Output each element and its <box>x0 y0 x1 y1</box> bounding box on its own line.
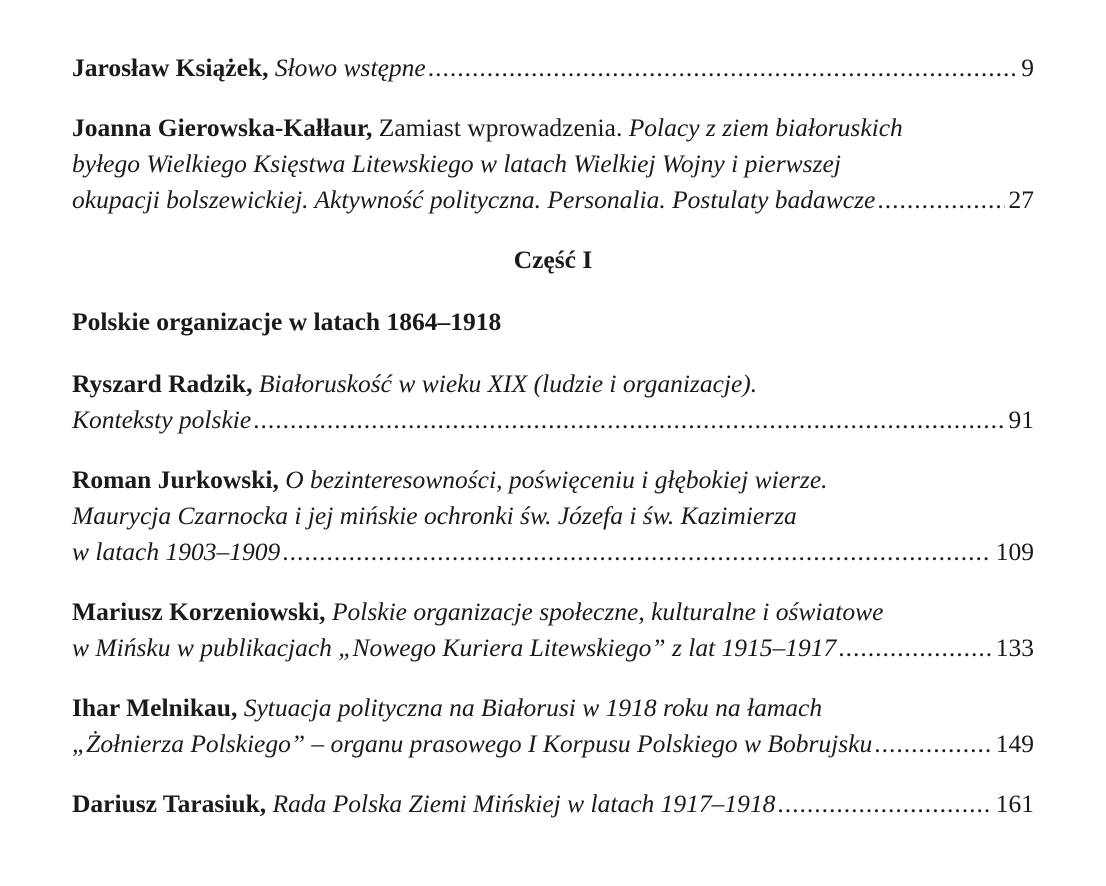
toc-entry-line <box>72 366 1034 402</box>
toc-entry-text <box>72 534 280 570</box>
toc-entry-text <box>72 726 872 762</box>
toc-entry-text <box>72 498 797 534</box>
entry-title-part: w latach 1903–1909 <box>72 537 281 566</box>
toc-entry-line <box>72 462 1034 498</box>
toc-entry-line <box>72 498 1034 534</box>
page-number: 161 <box>995 789 1034 818</box>
dot-leader <box>777 786 991 822</box>
toc-entry <box>72 786 1034 822</box>
entry-title-part: Sytuacja polityczna na Białorusi w 1918 roku na łamach <box>237 693 823 722</box>
dot-leader <box>838 630 991 666</box>
entry-author: Jarosław Książek, <box>72 53 269 82</box>
dot-leader <box>253 402 1004 438</box>
toc-entry-text <box>72 402 251 438</box>
entry-title-part: „Żołnierza Polskiego” – organu prasowego I Korpusu Polskiego w Bobrujsku <box>72 729 873 758</box>
toc-entry-text <box>72 690 822 726</box>
entry-title-part: w Mińsku w publikacjach „Nowego Kuriera Litewskiego” z lat 1915–1917 <box>72 633 837 662</box>
section-title: Część I <box>513 245 593 274</box>
dot-leader <box>282 534 992 570</box>
toc-entry <box>72 110 1034 218</box>
toc-entry-text <box>72 146 841 182</box>
toc-entry-line <box>72 534 1034 570</box>
toc-entry-line <box>72 110 1034 146</box>
entry-title-part: Białoruskość w wieku XIX (ludzie i organizacje). <box>252 369 758 398</box>
toc-entry-text <box>72 366 757 402</box>
toc-entry-line <box>72 630 1034 666</box>
entry-author: Joanna Gierowska-Kałłaur, <box>72 113 373 142</box>
entry-title-part: Konteksty polskie <box>72 405 252 434</box>
toc-entry-text <box>72 462 828 498</box>
page-number: 91 <box>1008 405 1034 434</box>
page-number: 149 <box>995 729 1034 758</box>
toc-entry-text <box>72 594 883 630</box>
entry-author: Roman Jurkowski, <box>72 465 279 494</box>
toc-entry-line <box>72 726 1034 762</box>
toc-entry <box>72 462 1034 570</box>
table-of-contents <box>72 50 1034 846</box>
entry-title-part: Słowo wstępne <box>268 53 426 82</box>
page-number: 133 <box>995 633 1034 662</box>
entry-title-part: byłego Wielkiego Księstwa Litewskiego w latach Wielkiej Wojny i pierwszej <box>72 149 841 178</box>
entry-title-part: Maurycja Czarnocka i jej mińskie ochronki św. Józefa i św. Kazimierza <box>72 501 797 530</box>
dot-leader <box>874 726 992 762</box>
toc-entry-text <box>72 630 836 666</box>
entry-title-part: okupacji bolszewickiej. Aktywność polityczna. Personalia. Postulaty badawcze <box>72 185 876 214</box>
toc-entry-line <box>72 690 1034 726</box>
toc-entry-line <box>72 182 1034 218</box>
toc-entries-intro <box>72 50 1034 218</box>
entry-author: Mariusz Korzeniowski, <box>72 597 326 626</box>
entry-author: Ihar Melnikau, <box>72 693 238 722</box>
section-subtitle: Polskie organizacje w latach 1864–1918 <box>72 307 502 336</box>
toc-entry-line <box>72 402 1034 438</box>
entry-title-part: Zamiast wprowadzenia. <box>372 113 629 142</box>
toc-entry-text <box>72 786 775 822</box>
toc-entry-text <box>72 110 903 146</box>
toc-entry <box>72 594 1034 666</box>
toc-entry-line <box>72 594 1034 630</box>
page-number: 9 <box>1021 53 1034 82</box>
entry-title-part: Polskie organizacje społeczne, kulturalne i oświatowe <box>325 597 884 626</box>
page-number: 109 <box>995 537 1034 566</box>
entry-author: Ryszard Radzik, <box>72 369 253 398</box>
toc-entry <box>72 690 1034 762</box>
entry-author: Dariusz Tarasiuk, <box>72 789 267 818</box>
toc-entry-text <box>72 182 875 218</box>
toc-entry-line <box>72 786 1034 822</box>
toc-entry-text <box>72 50 426 86</box>
toc-entry <box>72 366 1034 438</box>
entry-title-part: Rada Polska Ziemi Mińskiej w latach 1917–1918 <box>266 789 776 818</box>
entry-title-part: Polacy z ziem białoruskich <box>628 113 903 142</box>
page-number: 27 <box>1008 185 1034 214</box>
toc-entry <box>72 50 1034 86</box>
entry-title-part: O bezinteresowności, poświęceniu i głębokiej wierze. <box>278 465 828 494</box>
toc-entry-line <box>72 146 1034 182</box>
dot-leader <box>877 182 1004 218</box>
toc-entry-line <box>72 50 1034 86</box>
toc-entries-section <box>72 366 1034 822</box>
dot-leader <box>428 50 1018 86</box>
